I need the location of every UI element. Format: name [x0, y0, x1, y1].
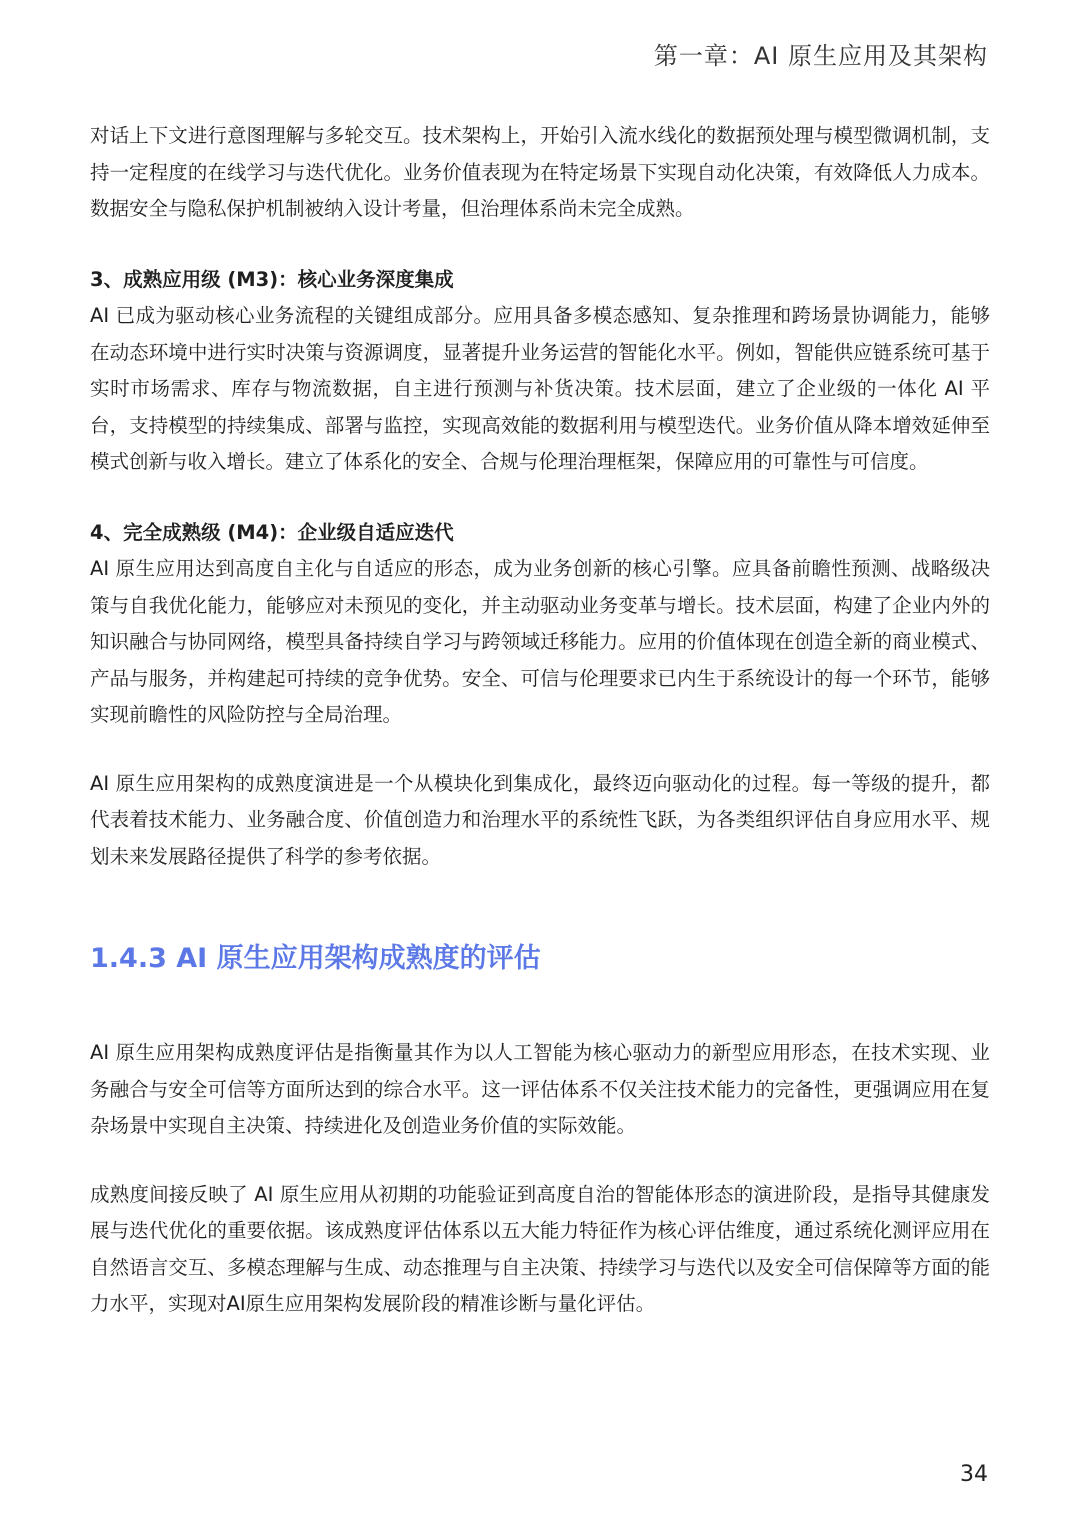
section-paragraph-1: AI 原生应用架构成熟度评估是指衡量其作为以人工智能为核心驱动力的新型应用形态，在技术实现、业务融合与安全可信等方面所达到的综合水平。这一评估体系不仅关注技术能力的完备性，更强调应用在复杂场景中实现自主决策、持续进化及创造业务价值的实际效能。 [90, 1041, 990, 1137]
spacer [90, 979, 990, 1035]
spacer [90, 1145, 990, 1177]
section-title: 1.4.3 AI 原生应用架构成熟度的评估 [90, 943, 541, 974]
page-content [90, 118, 990, 1323]
page-number: 34 [960, 1462, 988, 1487]
summary-paragraph: AI 原生应用架构的成熟度演进是一个从模块化到集成化，最终迈向驱动化的过程。每一等级的提升，都代表着技术能力、业务融合度、价值创造力和治理水平的系统性飞跃，为各类组织评估自身应用水平、规划未来发展路径提供了科学的参考依据。 [90, 771, 990, 868]
spacer [90, 481, 990, 515]
level-4-body: AI 原生应用达到高度自主化与自适应的形态，成为业务创新的核心引擎。应具备前瞻性预测、战略级决策与自我优化能力，能够应对未预见的变化，并主动驱动业务变革与增长。技术层面，构建了企业内外的知识融合与协同网络，模型具备持续自学习与跨领域迁移能力。应用的价值体现在创造全新的商业模式、产品与服务，并构建起可持续的竞争优势。安全、可信与伦理要求已内生于系统设计的每一个环节，能够实现前瞻性的风险防控与全局治理。 [90, 557, 990, 726]
intro-paragraph: 对话上下文进行意图理解与多轮交互。技术架构上，开始引入流水线化的数据预处理与模型微调机制，支持一定程度的在线学习与迭代优化。业务价值表现为在特定场景下实现自动化决策，有效降低人力成本。数据安全与隐私保护机制被纳入设计考量，但治理体系尚未完全成熟。 [90, 124, 990, 220]
spacer [90, 228, 990, 262]
section-paragraph-2: 成熟度间接反映了 AI 原生应用从初期的功能验证到高度自治的智能体形态的演进阶段，是指导其健康发展与迭代优化的重要依据。该成熟度评估体系以五大能力特征作为核心评估维度，通过系统化测评应用在自然语言交互、多模态理解与生成、动态推理与自主决策、持续学习与迭代以及安全可信保障等方面的能力水平，实现对AI原生应用架构发展阶段的精准诊断与量化评估。 [90, 1182, 990, 1315]
spacer [90, 734, 990, 766]
level-3-body: AI 已成为驱动核心业务流程的关键组成部分。应用具备多模态感知、复杂推理和跨场景协调能力，能够在动态环境中进行实时决策与资源调度，显著提升业务运营的智能化水平。例如，智能供应链系统可基于实时市场需求、库存与物流数据，自主进行预测与补货决策。技术层面，建立了企业级的一体化 AI 平台，支持模型的持续集成、部署与监控，实现高效能的数据利用与模型迭代。业务价值从降本增效延伸至模式创新与收入增长。建立了体系化的安全、合规与伦理治理框架，保障应用的可靠性与可信度。 [90, 304, 990, 473]
running-header-chapter-title: 第一章：AI 原生应用及其架构 [653, 42, 988, 70]
level-3-heading: 3、成熟应用级 (M3)：核心业务深度集成 [90, 267, 454, 291]
level-4-heading: 4、完全成熟级 (M4)：企业级自适应迭代 [90, 520, 454, 544]
spacer [90, 875, 990, 939]
